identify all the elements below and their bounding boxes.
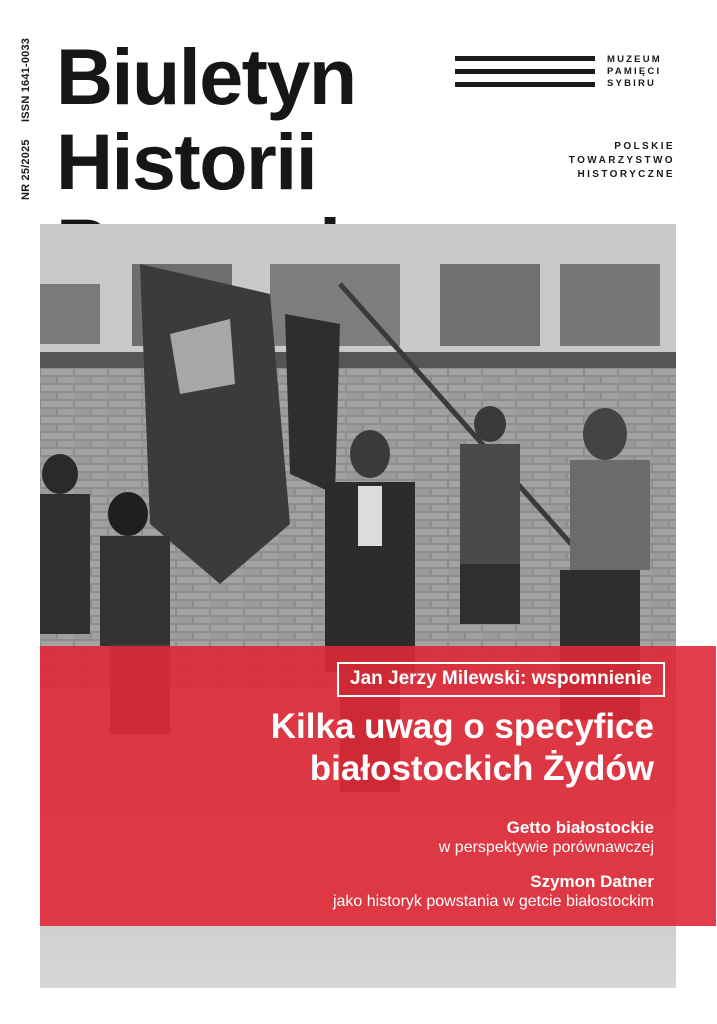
headline-line: białostockich Żydów xyxy=(309,749,654,788)
issn: ISSN 1641-0033 xyxy=(20,37,32,123)
headline-line: Kilka uwag o specyfice xyxy=(270,707,654,746)
article-subtitle: w perspektywie porównawczej xyxy=(438,839,654,856)
museum-logo xyxy=(455,56,675,96)
article-teaser xyxy=(333,872,654,912)
logo-bar xyxy=(455,56,595,61)
article-title: Szymon Datner xyxy=(530,872,654,891)
article-teaser xyxy=(439,818,654,858)
tag-box: Jan Jerzy Milewski: wspomnienie xyxy=(337,662,665,697)
headline xyxy=(271,706,654,790)
issue-number: NR 25/2025 xyxy=(20,139,32,200)
society-name: POLSKIE TOWARZYSTWO HISTORYCZNE xyxy=(568,141,675,180)
title-line: Biuletyn xyxy=(56,32,356,121)
logo-bar xyxy=(455,82,595,87)
feature-panel xyxy=(40,646,716,926)
article-title: Getto białostockie xyxy=(506,818,654,837)
article-subtitle: jako historyk powstania w getcie białostockim xyxy=(332,893,654,910)
museum-name: MUZEUM PAMIĘCI SYBIRU xyxy=(607,54,662,89)
title-line: Historii xyxy=(56,117,317,206)
issue-info xyxy=(20,24,32,200)
logo-bar xyxy=(455,69,595,74)
